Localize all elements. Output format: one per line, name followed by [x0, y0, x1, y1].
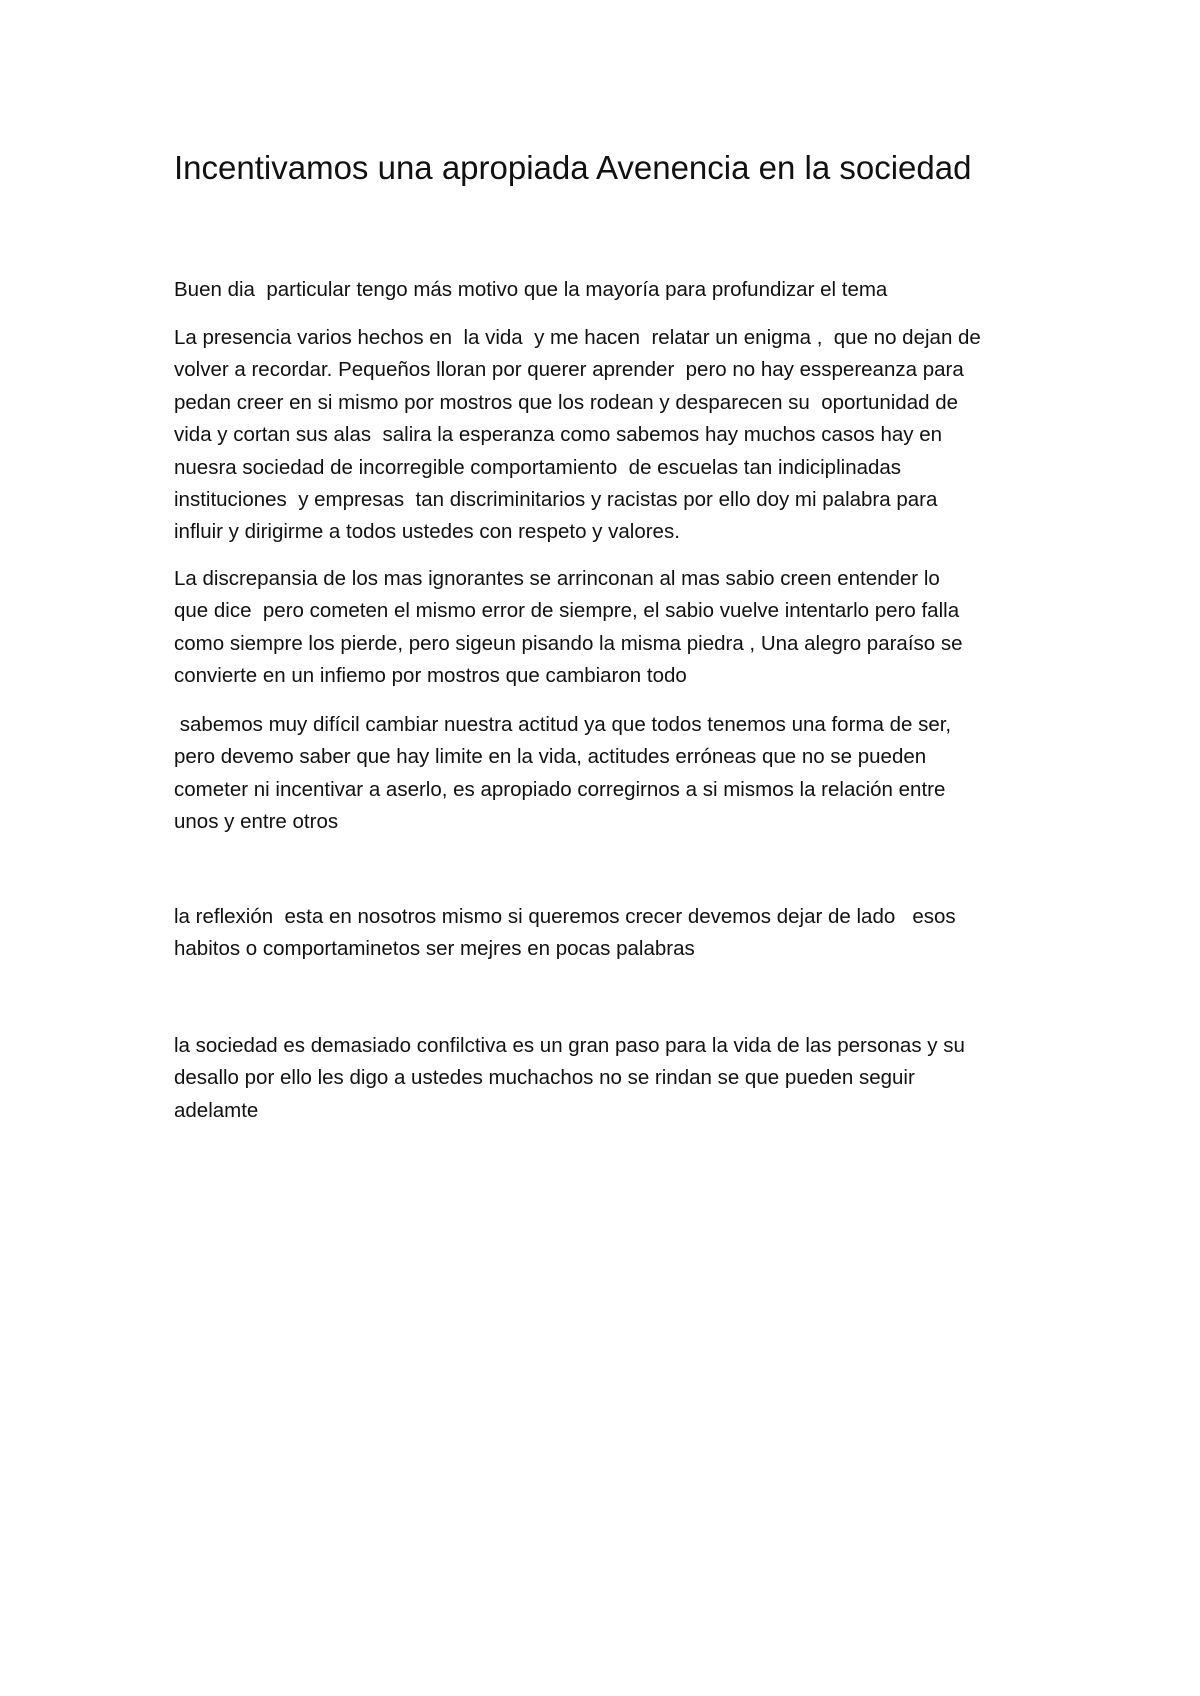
paragraph-line: desallo por ello les digo a ustedes muchachos no se rindan se que pueden seguir: [174, 1066, 915, 1090]
paragraph-line: que dice pero cometen el mismo error de siempre, el sabio vuelve intentarlo pero falla: [174, 599, 960, 623]
paragraph-line: cometer ni incentivar a aserlo, es apropiado corregirnos a si mismos la relación entre: [174, 777, 946, 801]
paragraph-line: sabemos muy difícil cambiar nuestra actitud ya que todos tenemos una forma de ser,: [174, 713, 952, 736]
paragraph-line: volver a recordar. Pequeños lloran por querer aprender pero no hay esspereanza para: [174, 358, 964, 382]
paragraph-1: [174, 274, 1054, 306]
paragraph-line: la reflexión esta en nosotros mismo si queremos crecer devemos dejar de lado esos: [174, 905, 956, 928]
paragraph-line: pero devemo saber que hay limite en la vida, actitudes erróneas que no se pueden: [174, 745, 927, 769]
paragraph-4: [174, 709, 1054, 839]
paragraph-line: unos y entre otros: [174, 810, 339, 834]
paragraph-3: [174, 563, 1054, 693]
paragraph-line: Buen dia particular tengo más motivo que la mayoría para profundizar el tema: [174, 278, 888, 301]
document-title: Incentivamos una apropiada Avenencia en la sociedad: [174, 149, 972, 186]
paragraph-line: La presencia varios hechos en la vida y me hacen relatar un enigma , que no dejan de: [174, 326, 981, 349]
paragraph-line: la sociedad es demasiado confilctiva es un gran paso para la vida de las personas y su: [174, 1034, 965, 1057]
paragraph-line: La discrepansia de los mas ignorantes se arrinconan al mas sabio creen entender lo: [174, 567, 940, 590]
paragraph-line: habitos o comportaminetos ser mejres en pocas palabras: [174, 937, 695, 961]
paragraph-5: [174, 901, 1054, 966]
paragraph-2: [174, 322, 1054, 549]
paragraph-line: como siempre los pierde, pero sigeun pisando la misma piedra , Una alegro paraíso se: [174, 631, 963, 655]
paragraph-line: instituciones y empresas tan discriminitarios y racistas por ello doy mi palabra para: [174, 488, 938, 512]
paragraph-line: nuesra sociedad de incorregible comportamiento de escuelas tan indiciplinadas: [174, 455, 902, 479]
paragraph-line: influir y dirigirme a todos ustedes con respeto y valores.: [174, 520, 680, 544]
paragraph-line: pedan creer en si mismo por mostros que los rodean y desparecen su oportunidad de: [174, 390, 959, 414]
paragraph-6: [174, 1030, 1054, 1127]
paragraph-line: vida y cortan sus alas salira la esperanza como sabemos hay muchos casos hay en: [174, 423, 942, 447]
paragraph-line: convierte en un infiemo por mostros que cambiaron todo: [174, 664, 687, 688]
paragraph-line: adelamte: [174, 1098, 259, 1122]
